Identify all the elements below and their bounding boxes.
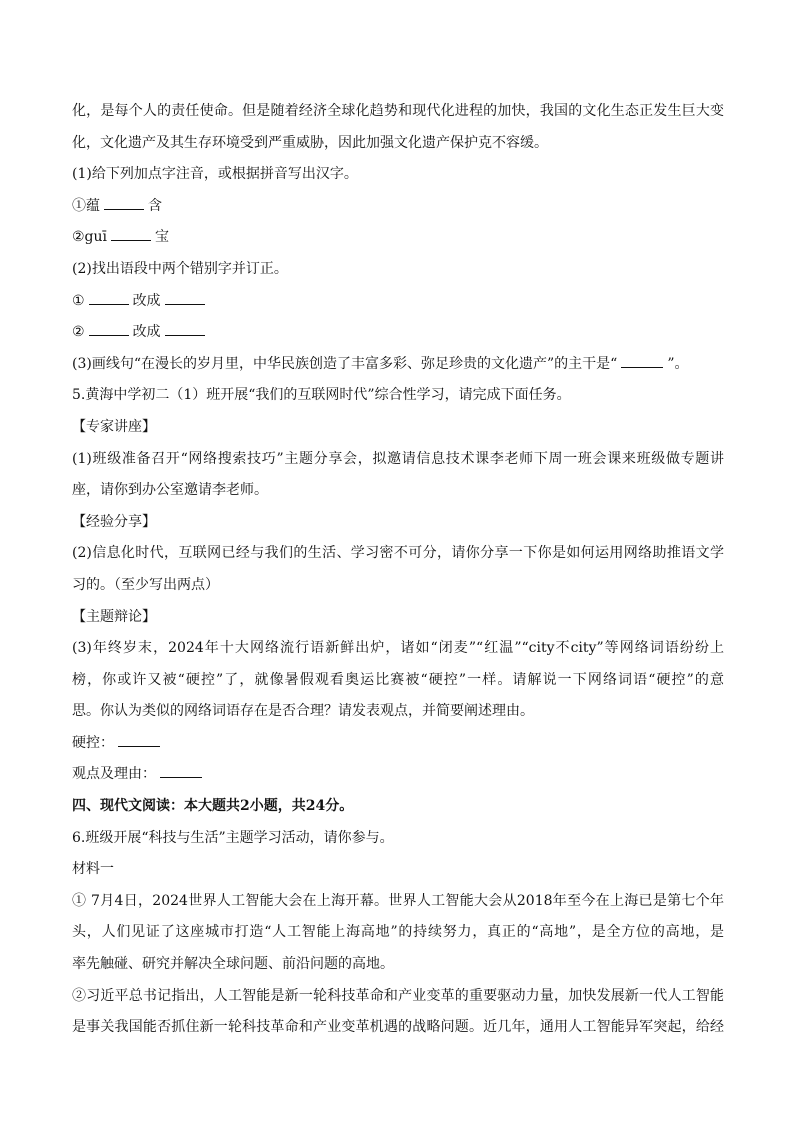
question-6-title: 6.班级开展“科技与生活”主题学习活动，请你参与。 — [72, 829, 394, 846]
answer-line — [72, 728, 724, 760]
paragraph-line: ②习近平总书记指出，人工智能是新一轮科技革命和产业变革的重要驱动力量，加快发展新一代人工智能 — [72, 987, 724, 1004]
question-1-item-a — [72, 191, 724, 223]
question-1: (1)给下列加点字注音，或根据拼音写出汉字。 — [72, 166, 358, 183]
section-heading: 【经验分享】 — [72, 513, 156, 530]
answer-blank[interactable] — [89, 290, 129, 305]
question-5-title: 5.黄海中学初二（1）班开展“我们的互联网时代”综合性学习，请完成下面任务。 — [72, 387, 571, 404]
paragraph-line: 榜，你或许又被“硬控”了，就像暑假观看奥运比赛被“硬控”一样。请解说一下网络词语“硬控”的意 — [72, 671, 724, 688]
question-3 — [72, 349, 724, 381]
answer-blank[interactable] — [89, 321, 129, 336]
answer-label: 硬控： — [72, 734, 114, 751]
answer-blank[interactable] — [118, 732, 160, 747]
question-2-item-b — [72, 317, 724, 349]
item-text: 宝 — [155, 229, 170, 246]
paragraph-line: 座，请你到办公室邀请李老师。 — [72, 482, 268, 499]
paragraph-line: ① 7月4日，2024世界人工智能大会在上海开幕。世界人工智能大会从2018年至今在上海已是第七个年 — [72, 892, 724, 909]
paragraph-line: 化，文化遗产及其生存环境受到严重威胁，因此加强文化遗产保护克不容缓。 — [72, 134, 548, 151]
paragraph-line: 化，是每个人的责任使命。但是随着经济全球化趋势和现代化进程的加快，我国的文化生态正发生巨大变 — [72, 103, 724, 119]
question-2-item-a — [72, 286, 724, 318]
item-text: 改成 — [132, 324, 161, 341]
answer-blank[interactable] — [165, 321, 205, 336]
paragraph-line: 习的。（至少写出两点） — [72, 576, 219, 593]
question-1-item-b — [72, 222, 724, 254]
answer-blank[interactable] — [111, 226, 151, 241]
answer-line — [72, 759, 724, 791]
paragraph-line: (2)信息化时代，互联网已经与我们的生活、学习密不可分，请你分享一下你是如何运用网络助推语文学 — [72, 545, 724, 562]
item-text: ② — [72, 324, 85, 341]
paragraph-line: 率先触碰、研究并解决全球问题、前沿问题的高地。 — [72, 956, 394, 973]
section-heading: 【主题辩论】 — [72, 608, 156, 625]
item-text: (3)画线句“在漫长的岁月里，中华民族创造了丰富多彩、弥足珍贵的文化遗产”的主干是“ — [72, 355, 618, 372]
section-heading: 四、现代文阅读：本大题共2小题，共24分。 — [72, 798, 354, 815]
paragraph-line: (3)年终岁末，2024年十大网络流行语新鲜出炉，诸如“闭麦”“红温”“city不city”等网络词语纷纷上 — [72, 640, 724, 657]
answer-blank[interactable] — [621, 353, 663, 368]
paragraph-line: 是事关我国能否抓住新一轮科技革命和产业变革机遇的战略问题。近几年，通用人工智能异军突起，给经 — [72, 1019, 724, 1036]
answer-label: 观点及理由： — [72, 766, 156, 783]
item-text: ① — [72, 292, 85, 309]
section-heading: 【专家讲座】 — [72, 418, 156, 435]
paragraph-line: 头，人们见证了这座城市打造“人工智能上海高地”的持续努力，真正的“高地”，是全方位的高地，是 — [72, 924, 724, 941]
paragraph-line: (1)班级准备召开“网络搜索技巧”主题分享会，拟邀请信息技术课李老师下周一班会课来班级做专题讲 — [72, 450, 724, 467]
material-label: 材料一 — [72, 861, 114, 878]
item-text: ”。 — [667, 355, 689, 372]
answer-blank[interactable] — [104, 195, 144, 210]
question-2: (2)找出语段中两个错别字并订正。 — [72, 260, 288, 277]
document-page — [72, 96, 724, 1044]
answer-blank[interactable] — [160, 763, 202, 778]
paragraph-line: 思。你认为类似的网络词语存在是否合理？请发表观点，并简要阐述理由。 — [72, 703, 534, 720]
answer-blank[interactable] — [165, 290, 205, 305]
item-text: ②guī — [72, 229, 108, 246]
item-text: ①蕴 — [72, 197, 100, 214]
item-text: 改成 — [132, 292, 161, 309]
item-text: 含 — [148, 197, 162, 214]
